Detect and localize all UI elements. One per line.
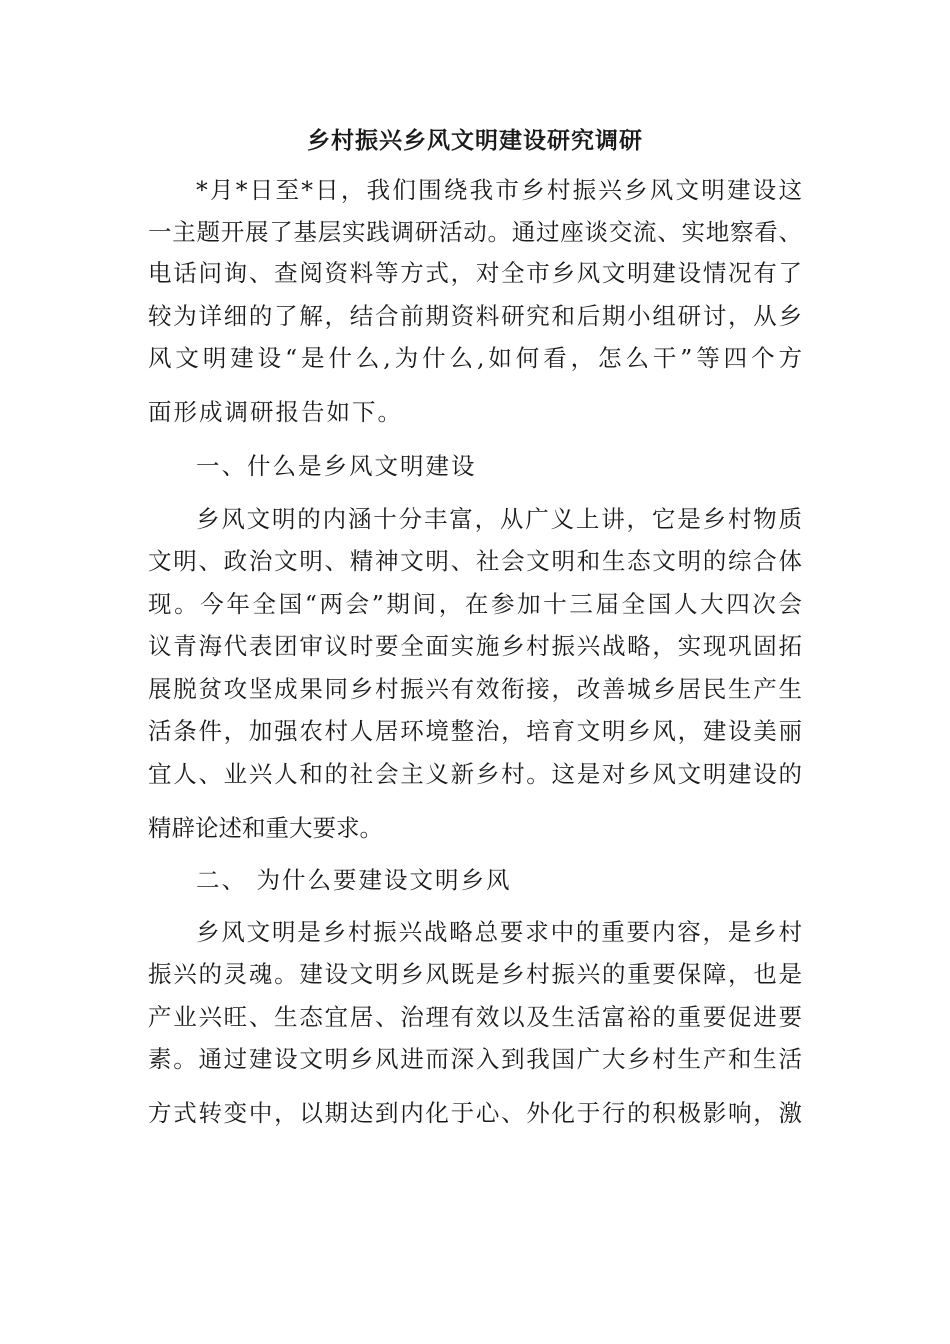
intro-line: *月*日至*日，我们围绕我市乡村振兴乡风文明建设这 <box>196 176 802 204</box>
section1-line: 文明、政治文明、精神文明、社会文明和生态文明的综合体 <box>148 547 802 575</box>
document-title: 乡村振兴乡风文明建设研究调研 <box>307 128 643 154</box>
section1-line: 展脱贫攻坚成果同乡村振兴有效衔接，改善城乡居民生产生 <box>148 675 802 703</box>
section1-line: 现。今年全国“两会”期间，在参加十三届全国人大四次会 <box>148 590 802 618</box>
section2-line: 产业兴旺、生态宜居、治理有效以及生活富裕的重要促进要 <box>148 1003 802 1031</box>
section-heading: 二、 为什么要建设文明乡风 <box>196 866 512 894</box>
section1-line: 宜人、业兴人和的社会主义新乡村。这是对乡风文明建设的 <box>148 760 802 788</box>
section1-line: 议青海代表团审议时要全面实施乡村振兴战略，实现巩固拓 <box>148 632 802 660</box>
section2-line: 素。通过建设文明乡风进而深入到我国广大乡村生产和生活 <box>148 1045 802 1073</box>
section2-line: 方式转变中，以期达到内化于心、外化于行的积极影响，激 <box>148 1099 802 1127</box>
intro-line: 较为详细的了解，结合前期资料研究和后期小组研讨，从乡 <box>148 302 802 330</box>
intro-line: 风文明建设“是什么,为什么,如何看，怎么干”等四个方 <box>148 344 802 372</box>
section2-line: 乡风文明是乡村振兴战略总要求中的重要内容，是乡村 <box>196 918 802 946</box>
intro-line: 一主题开展了基层实践调研活动。通过座谈交流、实地察看、 <box>148 218 802 246</box>
section1-line: 精辟论述和重大要求。 <box>148 814 383 842</box>
intro-line: 电话问询、查阅资料等方式，对全市乡风文明建设情况有了 <box>148 259 802 287</box>
section1-line: 乡风文明的内涵十分丰富，从广义上讲，它是乡村物质 <box>196 505 802 533</box>
intro-line: 面形成调研报告如下。 <box>148 398 403 426</box>
section1-line: 活条件，加强农村人居环境整治，培育文明乡风，建设美丽 <box>148 717 802 745</box>
section2-line: 振兴的灵魂。建设文明乡风既是乡村振兴的重要保障，也是 <box>148 960 802 988</box>
section-heading: 一、什么是乡风文明建设 <box>196 452 477 480</box>
